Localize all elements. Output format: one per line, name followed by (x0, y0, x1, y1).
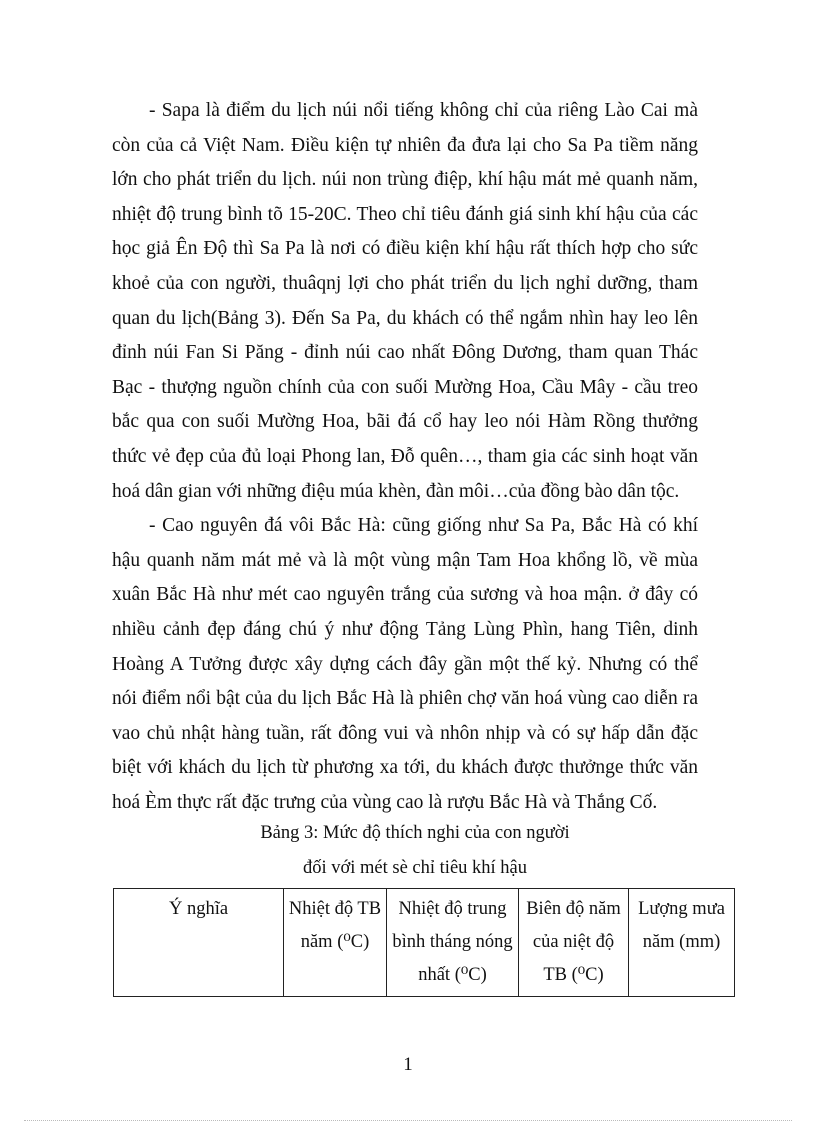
body-text (112, 94, 698, 820)
paragraph-sapa: - Sapa là điểm du lịch núi nổi tiếng không chỉ của riêng Lào Cai mà còn của cả Việt Nam. Điều kiện tự nhiên đa đưa lại cho Sa Pa tiềm năng lớn cho phát triển du lịch. núi non trùng điệp, khí hậu mát mẻ quanh năm, nhiệt độ trung bình tõ 15-20C. Theo chỉ tiêu đánh giá sinh khí hậu của các học giả Ên Độ thì Sa Pa là nơi có điều kiện khí hậu rất thích hợp cho sức khoẻ của con người, thuâqnj lợi cho phát triển du lịch nghỉ dưỡng, tham quan du lịch(Bảng 3). Đến Sa Pa, du khách có thể ngắm nhìn hay leo lên đỉnh núi Fan Si Păng - đỉnh núi cao nhất Đông Dương, tham quan Thác Bạc - thượng nguồn chính của con suối Mường Hoa, Cầu Mây - cầu treo bắc qua con suối Mường Hoa, bãi đá cổ hay leo nói Hàm Rồng thưởng thức vẻ đẹp của đủ loại Phong lan, Đỗ quên…, tham gia các sinh hoạt văn hoá dân gian với những điệu múa khèn, đàn môi…của đồng bào dân tộc. (112, 100, 698, 502)
table-header-row (114, 889, 735, 997)
table-caption-line-2: đối với mét sè chỉ tiêu khí hậu (302, 858, 528, 878)
header-meaning: Ý nghĩa (114, 889, 284, 997)
climate-table (113, 888, 735, 997)
table-caption-line-1: Bảng 3: Mức độ thích nghi của con người (260, 823, 570, 843)
paragraph-bac-ha: - Cao nguyên đá vôi Bắc Hà: cũng giống như Sa Pa, Bắc Hà có khí hậu quanh năm mát mẻ và là một vùng mận Tam Hoa khổng lồ, về mùa xuân Bắc Hà như mét cao nguyên trắng của sương và hoa mận. ở đây có nhiều cảnh đẹp đáng chú ý như động Tảng Lùng Phìn, hang Tiên, dinh Hoàng A Tưởng được xây dựng cách đây gần một thế kỷ. Nhưng có thể nói điểm nổi bật của du lịch Bắc Hà là phiên chợ văn hoá vùng cao diễn ra vao chủ nhật hàng tuần, rất đông vui và nhôn nhịp và có sự hấp dẫn đặc biệt với khách du lịch từ phương xa tới, du khách được thưởnge thức văn hoá Èm thực rất đặc trưng của vùng cao là rượu Bắc Hà và Thắng Cố. (112, 515, 698, 813)
page-bottom-divider (24, 1120, 792, 1121)
header-temp-range: Biên độ năm của niệt độ TB (⁰C) (519, 889, 629, 997)
header-avg-temp: Nhiệt độ TB năm (⁰C) (284, 889, 387, 997)
header-rainfall: Lượng mưa năm (mm) (629, 889, 735, 997)
header-hottest-month-temp: Nhiệt độ trung bình tháng nóng nhất (⁰C) (387, 889, 519, 997)
page-number: 1 (403, 1054, 413, 1075)
